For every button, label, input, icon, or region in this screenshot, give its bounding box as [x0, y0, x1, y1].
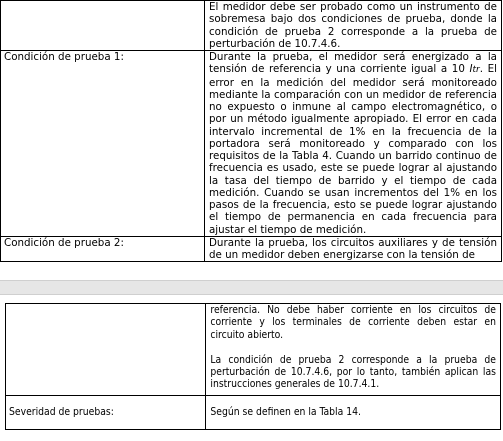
empty-label-cell: [6, 304, 206, 396]
empty-label-cell: [1, 1, 205, 51]
table-row: [6, 395, 501, 429]
page-break-separator: [0, 280, 503, 295]
condition-2-continued-text: referencia. No debe haber corriente en los circuitos de corriente y los terminales de corriente deben estar en circuito abierto.: [210, 304, 496, 341]
condition-2-cell: [205, 236, 502, 262]
condition-2-label: Condición de prueba 2:: [4, 236, 124, 249]
condition-2-note: La condición de prueba 2 corresponde a la prueba de perturbación de 10.7.4.6, por lo tanto, también aplican las instrucciones generales de 10.7.4.1.: [210, 353, 496, 391]
severity-cell: [206, 395, 501, 429]
table-row: [6, 304, 501, 396]
table-row: [1, 1, 502, 51]
test-conditions-table-page2: [5, 303, 501, 430]
severity-label-cell: [6, 395, 206, 429]
condition-2-label-cell: [1, 236, 205, 262]
condition-1-label: Condición de prueba 1:: [4, 51, 124, 63]
current-symbol-subscript: tr: [472, 65, 480, 76]
condition-1-text: [209, 51, 497, 236]
table-row: [1, 51, 502, 237]
condition-1-text-a: Durante la prueba, el medidor será energizado a la tensión de referencia y una corriente igual a 10: [209, 51, 497, 76]
table-row: [1, 236, 502, 262]
intro-text: El medidor debe ser probado como un instrumento de sobremesa bajo dos condiciones de prueba, donde la condición de prueba 2 corresponde a la prueba de perturbación de 10.7.4.6.: [209, 1, 497, 50]
condition-1-cell: [205, 51, 502, 237]
current-symbol: I: [469, 63, 473, 76]
severity-label: Severidad de pruebas:: [9, 406, 114, 419]
condition-1-label-cell: [1, 51, 205, 237]
condition-1-text-b: . El error en la medición del medidor será monitoreado mediante la comparación con un medidor de referencia no expuesto o inmune al campo electromagnético, o por un método igualmente apropiado. El error en cada intervalo incremental de 1% en la frecuencia de la portadora será monitoreado y comparado con los requisitos de la Tabla 4. Cuando un barrido continuo de frecuencia es usado, este se puede lograr al ajustando la tasa del tiempo de barrido y el tiempo de cada medición. Cuando se usan incrementos del 1% en los pasos de la frecuencia, esto se puede lograr ajustando el tiempo de permanencia en cada frecuencia para ajustar el tiempo de medición.: [209, 63, 497, 236]
condition-2-continued-cell: [206, 304, 501, 396]
intro-cell: [205, 1, 502, 51]
condition-2-text: Durante la prueba, los circuitos auxiliares y de tensión de un medidor deben energizarse con la tensión de: [209, 236, 497, 261]
severity-text: Según se definen en la Tabla 14.: [210, 406, 361, 419]
